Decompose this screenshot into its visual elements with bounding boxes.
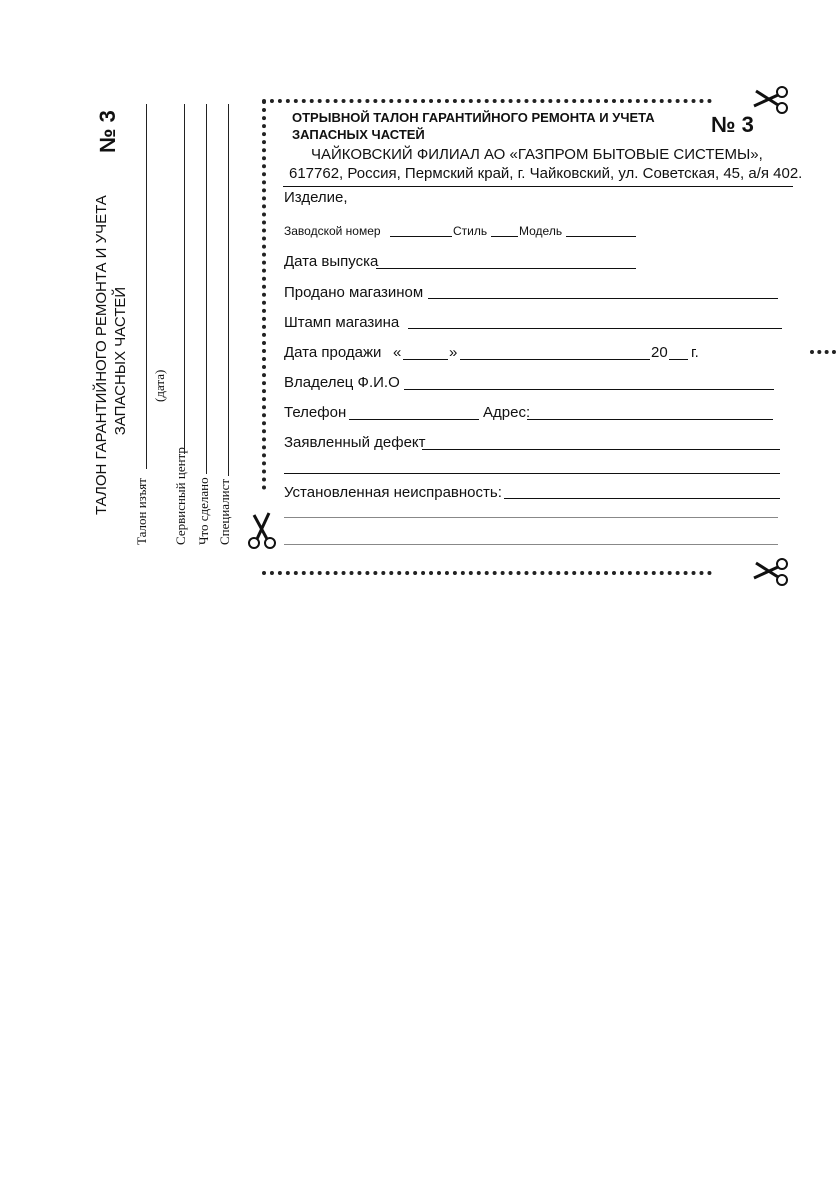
address-label: Адрес: xyxy=(483,404,531,421)
stub-title-line1: ТАЛОН ГАРАНТИЙНОГО РЕМОНТА И УЧЕТА xyxy=(93,195,110,515)
stub-title-line2: ЗАПАСНЫХ ЧАСТЕЙ xyxy=(112,286,129,436)
sale-year-field[interactable] xyxy=(669,359,688,360)
company-address: 617762, Россия, Пермский край, г. Чайковский, ул. Советская, 45, а/я 402. xyxy=(289,165,803,182)
sold-by-label: Продано магазином xyxy=(284,284,424,301)
company-name: ЧАЙКОВСКИЙ ФИЛИАЛ АО «ГАЗПРОМ БЫТОВЫЕ СИСТЕМЫ», xyxy=(311,146,763,163)
coupon-title-line1: ОТРЫВНОЙ ТАЛОН ГАРАНТИЙНОГО РЕМОНТА И УЧЕТА xyxy=(292,110,655,125)
fault-field-line3[interactable] xyxy=(284,544,778,545)
defect-field-line2[interactable] xyxy=(284,473,780,474)
product-label: Изделие, xyxy=(284,189,348,206)
sold-by-field[interactable] xyxy=(428,298,778,299)
model-field[interactable] xyxy=(566,236,636,237)
stub-service-label: Сервисный центр xyxy=(173,447,188,545)
model-label: Модель xyxy=(519,224,563,238)
fault-label: Установленная неисправность: xyxy=(284,484,502,501)
coupon-number: № 3 xyxy=(711,112,754,137)
stub-date-label: (дата) xyxy=(152,369,167,402)
stub-specialist-label: Специалист xyxy=(217,478,232,545)
stub-taken-line[interactable] xyxy=(146,104,147,469)
stub-number: № 3 xyxy=(95,110,120,153)
owner-field[interactable] xyxy=(404,389,774,390)
style-field[interactable] xyxy=(491,236,518,237)
owner-label: Владелец Ф.И.О xyxy=(284,374,400,391)
quote-close: » xyxy=(449,344,458,361)
stamp-field[interactable] xyxy=(408,328,782,329)
quote-open: « xyxy=(393,344,402,361)
sale-date-label: Дата продажи xyxy=(284,344,382,361)
stub-specialist-line[interactable] xyxy=(228,104,229,476)
sale-month-field[interactable] xyxy=(460,359,650,360)
stub-done-label: Что сделано xyxy=(196,477,211,545)
sale-day-field[interactable] xyxy=(403,359,448,360)
perforation-right-stub xyxy=(810,350,836,354)
scissors-icon xyxy=(752,85,790,115)
defect-label: Заявленный дефект xyxy=(284,434,426,451)
stub-taken-label: Талон изъят xyxy=(134,478,149,545)
fault-field[interactable] xyxy=(504,498,780,499)
scissors-icon xyxy=(752,557,790,587)
fault-field-line2[interactable] xyxy=(284,517,778,518)
stamp-label: Штамп магазина xyxy=(284,314,400,331)
coupon-title-line2: ЗАПАСНЫХ ЧАСТЕЙ xyxy=(292,127,425,142)
phone-field[interactable] xyxy=(349,419,479,420)
perforation-top xyxy=(262,99,712,103)
release-date-label: Дата выпуска xyxy=(284,253,379,270)
stub-title xyxy=(92,195,130,515)
stub-done-line[interactable] xyxy=(206,104,207,474)
address-field[interactable] xyxy=(527,419,773,420)
year-suffix: г. xyxy=(691,344,699,361)
perforation-left xyxy=(262,100,266,490)
serial-field[interactable] xyxy=(390,236,452,237)
year-prefix: 20 xyxy=(651,344,668,361)
scissors-icon xyxy=(247,511,277,549)
style-label: Стиль xyxy=(453,224,488,238)
stub-service-line[interactable] xyxy=(184,104,185,454)
header-divider xyxy=(283,186,793,187)
release-date-field[interactable] xyxy=(376,268,636,269)
phone-label: Телефон xyxy=(284,404,347,421)
perforation-bottom xyxy=(262,571,712,575)
serial-label: Заводской номер xyxy=(284,224,381,238)
defect-field[interactable] xyxy=(422,449,780,450)
